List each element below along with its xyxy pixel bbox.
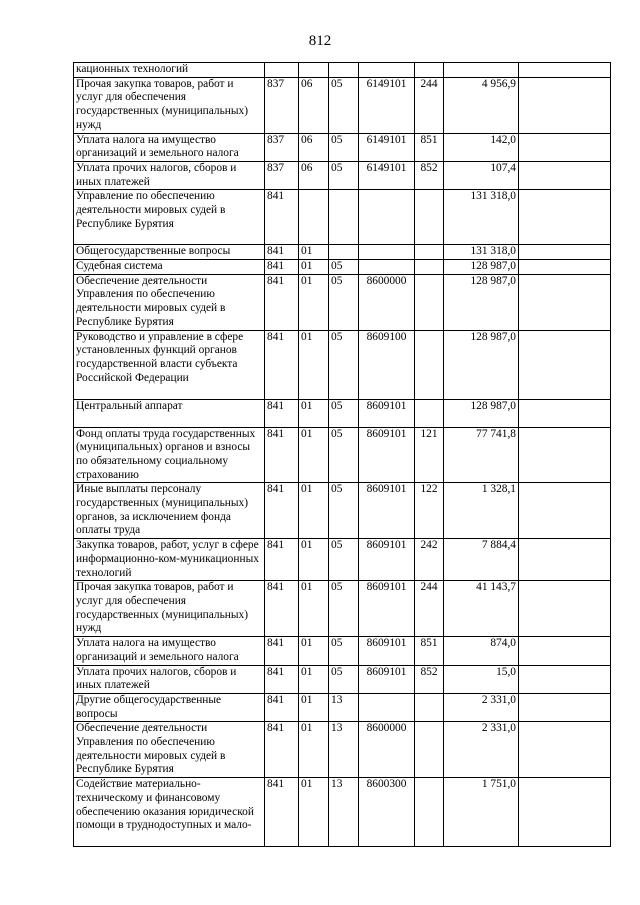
row-pr (329, 245, 359, 260)
table-row (74, 483, 611, 539)
row-sum: 15,0 (444, 665, 519, 693)
row-pr: 05 (329, 161, 359, 189)
table-row (74, 778, 611, 847)
row-rz: 01 (299, 637, 329, 665)
table-row (74, 63, 611, 78)
row-vr: 122 (415, 483, 444, 539)
row-name: Содействие материально-техническому и финансовому обеспечению оказания юридической помощи в труднодоступных и мало- (74, 778, 265, 847)
row-csr: 8609101 (359, 427, 415, 483)
row-ved: 837 (265, 77, 299, 133)
row-ved: 841 (265, 190, 299, 245)
row-pr: 05 (329, 260, 359, 275)
row-name: Уплата прочих налогов, сборов и иных платежей (74, 161, 265, 189)
row-vr: 851 (415, 133, 444, 161)
row-ved: 841 (265, 778, 299, 847)
row-extra (519, 245, 611, 260)
row-ved: 841 (265, 665, 299, 693)
table-row (74, 133, 611, 161)
row-csr: 8609101 (359, 483, 415, 539)
row-pr: 05 (329, 665, 359, 693)
row-vr (415, 63, 444, 78)
row-extra (519, 274, 611, 330)
row-csr: 6149101 (359, 133, 415, 161)
row-rz: 01 (299, 693, 329, 721)
table-row (74, 245, 611, 260)
row-extra (519, 483, 611, 539)
table-row (74, 637, 611, 665)
row-rz (299, 63, 329, 78)
row-ved: 841 (265, 330, 299, 399)
row-sum: 2 331,0 (444, 693, 519, 721)
row-ved: 841 (265, 260, 299, 275)
row-vr: 852 (415, 665, 444, 693)
row-extra (519, 693, 611, 721)
row-pr: 05 (329, 581, 359, 637)
row-vr: 242 (415, 539, 444, 581)
row-name: Общегосударственные вопросы (74, 245, 265, 260)
row-pr: 05 (329, 483, 359, 539)
row-csr: 8600000 (359, 722, 415, 778)
row-sum: 4 956,9 (444, 77, 519, 133)
row-sum: 41 143,7 (444, 581, 519, 637)
row-ved: 841 (265, 274, 299, 330)
row-rz: 01 (299, 260, 329, 275)
row-rz: 01 (299, 399, 329, 427)
row-extra (519, 778, 611, 847)
row-name: Другие общегосударственные вопросы (74, 693, 265, 721)
row-vr: 244 (415, 77, 444, 133)
row-sum: 2 331,0 (444, 722, 519, 778)
row-pr: 13 (329, 693, 359, 721)
row-rz: 06 (299, 133, 329, 161)
row-vr: 852 (415, 161, 444, 189)
row-vr (415, 260, 444, 275)
row-name: Закупка товаров, работ, услуг в сфере информационно-ком-муникационных технологий (74, 539, 265, 581)
table-row (74, 330, 611, 399)
row-extra (519, 63, 611, 78)
row-sum: 1 751,0 (444, 778, 519, 847)
row-rz: 01 (299, 722, 329, 778)
table-row (74, 190, 611, 245)
table-row (74, 77, 611, 133)
row-csr: 8609101 (359, 399, 415, 427)
row-pr: 05 (329, 637, 359, 665)
row-vr (415, 274, 444, 330)
row-ved: 837 (265, 161, 299, 189)
row-extra (519, 330, 611, 399)
table-row (74, 399, 611, 427)
row-sum: 107,4 (444, 161, 519, 189)
row-extra (519, 722, 611, 778)
budget-table (73, 62, 611, 847)
row-ved: 837 (265, 133, 299, 161)
row-vr: 851 (415, 637, 444, 665)
table-row (74, 161, 611, 189)
row-pr: 05 (329, 330, 359, 399)
row-pr: 05 (329, 274, 359, 330)
row-csr: 8600000 (359, 274, 415, 330)
row-name: Фонд оплаты труда государственных (муниципальных) органов и взносы по обязательному социальному страхованию (74, 427, 265, 483)
row-csr: 8609100 (359, 330, 415, 399)
row-rz: 01 (299, 427, 329, 483)
row-csr: 8609101 (359, 581, 415, 637)
row-rz: 01 (299, 245, 329, 260)
table-row (74, 693, 611, 721)
row-pr (329, 190, 359, 245)
row-csr: 8609101 (359, 665, 415, 693)
row-name: кационных технологий (74, 63, 265, 78)
row-rz: 01 (299, 665, 329, 693)
row-pr: 05 (329, 133, 359, 161)
row-csr (359, 63, 415, 78)
row-vr (415, 190, 444, 245)
row-sum: 128 987,0 (444, 399, 519, 427)
row-name: Уплата прочих налогов, сборов и иных платежей (74, 665, 265, 693)
row-ved: 841 (265, 581, 299, 637)
row-extra (519, 539, 611, 581)
row-csr: 6149101 (359, 77, 415, 133)
table-row (74, 539, 611, 581)
row-pr: 05 (329, 539, 359, 581)
row-name: Управление по обеспечению деятельности мировых судей в Республике Бурятия (74, 190, 265, 245)
row-csr: 6149101 (359, 161, 415, 189)
row-csr (359, 693, 415, 721)
row-ved: 841 (265, 245, 299, 260)
row-vr: 244 (415, 581, 444, 637)
row-csr (359, 190, 415, 245)
table-body (74, 63, 611, 847)
row-vr (415, 722, 444, 778)
row-vr (415, 693, 444, 721)
row-name: Центральный аппарат (74, 399, 265, 427)
row-sum: 7 884,4 (444, 539, 519, 581)
row-ved: 841 (265, 539, 299, 581)
row-rz: 01 (299, 483, 329, 539)
row-sum (444, 63, 519, 78)
row-pr: 05 (329, 399, 359, 427)
row-sum: 142,0 (444, 133, 519, 161)
row-sum: 128 987,0 (444, 330, 519, 399)
row-extra (519, 77, 611, 133)
row-sum: 128 987,0 (444, 274, 519, 330)
row-extra (519, 427, 611, 483)
row-pr: 13 (329, 722, 359, 778)
row-pr (329, 63, 359, 78)
row-csr: 8609101 (359, 637, 415, 665)
row-name: Уплата налога на имущество организаций и земельного налога (74, 133, 265, 161)
row-pr: 13 (329, 778, 359, 847)
page-number: 812 (308, 33, 332, 49)
row-sum: 131 318,0 (444, 245, 519, 260)
row-ved (265, 63, 299, 78)
row-rz: 01 (299, 330, 329, 399)
row-rz: 01 (299, 274, 329, 330)
row-extra (519, 190, 611, 245)
table-row (74, 427, 611, 483)
row-rz (299, 190, 329, 245)
row-extra (519, 133, 611, 161)
row-sum: 874,0 (444, 637, 519, 665)
table-row (74, 665, 611, 693)
row-name: Иные выплаты персоналу государственных (муниципальных) органов, за исключением фонда оплаты труда (74, 483, 265, 539)
row-vr (415, 399, 444, 427)
row-csr (359, 245, 415, 260)
row-sum: 1 328,1 (444, 483, 519, 539)
row-extra (519, 260, 611, 275)
row-name: Обеспечение деятельности Управления по обеспечению деятельности мировых судей в Республике Бурятия (74, 274, 265, 330)
row-vr (415, 330, 444, 399)
row-extra (519, 399, 611, 427)
row-csr: 8600300 (359, 778, 415, 847)
table-row (74, 260, 611, 275)
table-row (74, 581, 611, 637)
table-row (74, 274, 611, 330)
row-csr (359, 260, 415, 275)
row-vr (415, 245, 444, 260)
row-pr: 05 (329, 427, 359, 483)
table-row (74, 722, 611, 778)
row-name: Руководство и управление в сфере установленных функций органов государственной власти субъекта Российской Федерации (74, 330, 265, 399)
row-ved: 841 (265, 483, 299, 539)
row-rz: 01 (299, 581, 329, 637)
row-name: Прочая закупка товаров, работ и услуг для обеспечения государственных (муниципальных) нужд (74, 581, 265, 637)
row-sum: 128 987,0 (444, 260, 519, 275)
row-rz: 01 (299, 539, 329, 581)
row-extra (519, 581, 611, 637)
row-rz: 06 (299, 77, 329, 133)
row-sum: 131 318,0 (444, 190, 519, 245)
row-sum: 77 741,8 (444, 427, 519, 483)
row-ved: 841 (265, 722, 299, 778)
row-name: Обеспечение деятельности Управления по обеспечению деятельности мировых судей в Республике Бурятия (74, 722, 265, 778)
row-vr: 121 (415, 427, 444, 483)
row-ved: 841 (265, 399, 299, 427)
row-extra (519, 665, 611, 693)
row-rz: 06 (299, 161, 329, 189)
row-name: Уплата налога на имущество организаций и земельного налога (74, 637, 265, 665)
row-pr: 05 (329, 77, 359, 133)
row-extra (519, 161, 611, 189)
row-extra (519, 637, 611, 665)
row-csr: 8609101 (359, 539, 415, 581)
row-ved: 841 (265, 693, 299, 721)
row-name: Прочая закупка товаров, работ и услуг для обеспечения государственных (муниципальных) нужд (74, 77, 265, 133)
row-ved: 841 (265, 427, 299, 483)
row-ved: 841 (265, 637, 299, 665)
row-vr (415, 778, 444, 847)
row-rz: 01 (299, 778, 329, 847)
row-name: Судебная система (74, 260, 265, 275)
